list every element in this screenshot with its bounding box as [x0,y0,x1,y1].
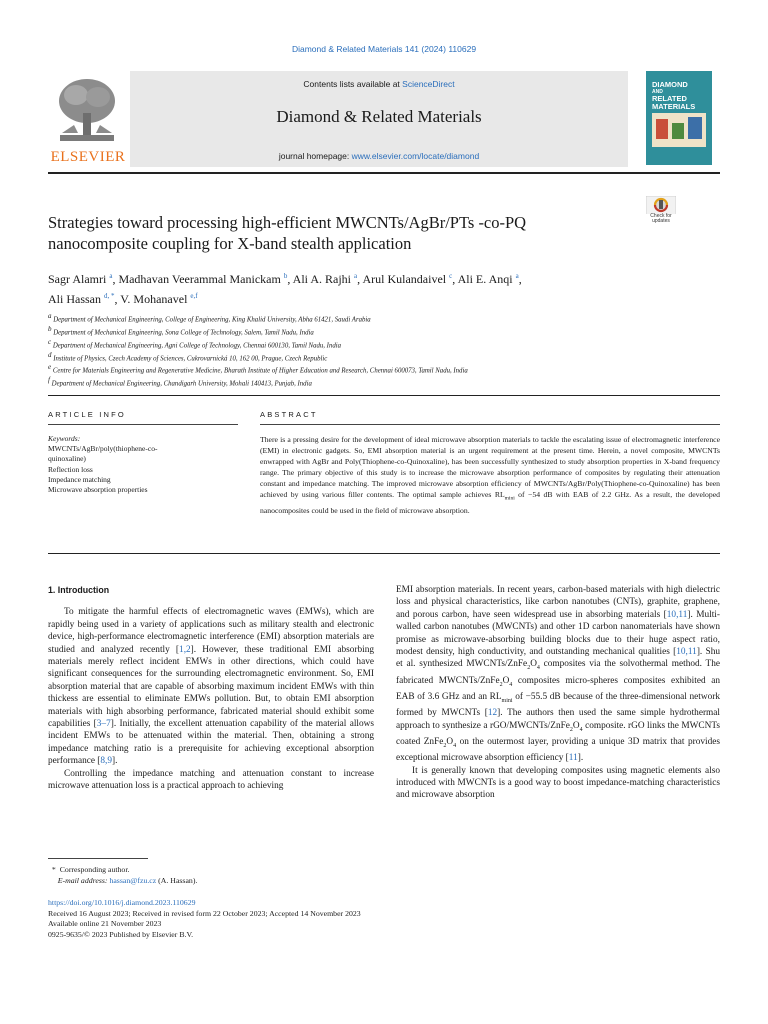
author-name: Ali E. Anqi [457,272,513,286]
citation-link[interactable]: 1,2 [179,644,191,655]
affiliation-item [48,312,728,325]
abstract-body: There is a pressing desire for the development of ideal microwave absorption materials to tackle the escalating issue of electromagnetic interference (EMI) in electronic gadgets. So, EMI absorption material is an urgent requirement at the present time. Herein, a novel composite, MWCNTs enwrapped with AgBr and Poly(Thiophene-co-Quinoxaline), has been successfully synthesized to study absorption properties in X-band frequency range. The primary objective of this study is to increase the microwave absorption performance of composites by regulating their attenuation constant and impedance matching. The improved microwave absorption efficiency of MWCNTs/AgBr/Poly(Thiophene-co-Quinoxaline) has been achieved by using various filler contents. The optimal sample achieves RL [260,435,720,500]
keyword-item: quinoxaline) [48,454,86,464]
journal-cover-thumbnail[interactable] [646,71,712,165]
author-affiliation-mark[interactable]: a [354,272,358,280]
header-rule [48,172,720,174]
keywords-block [48,434,248,495]
author-affiliation-mark[interactable]: e,f [190,292,198,300]
paragraph-text: To mitigate the harmful effects of electromagnetic waves (EMWs), which are rapidly being used in a variety of applications such as military stealth and electronic device, high-performance electromagnetic interference (EMI) absorption materials are studied and analyzed recently [ [48,607,374,655]
affiliation-text: Institute of Physics, Czech Academy of Sciences, Cukrovarnická 10, 162 00, Prague, Czech Republic [53,354,328,362]
affiliation-item [48,338,728,351]
check-for-updates-badge[interactable] [646,196,676,230]
citation-link[interactable]: 10,11 [676,647,697,658]
journal-homepage-line [130,151,628,161]
paragraph-text: ]. Shu et al. synthesized MWCNTs/ZnFe [396,647,720,670]
intro-paragraph [48,606,374,767]
subscript: 4 [536,665,540,672]
author-separator: , [357,272,363,286]
article-info-heading: ARTICLE INFO [48,410,126,419]
journal-homepage-link[interactable]: www.elsevier.com/locate/diamond [351,151,480,161]
paragraph-text: O [530,659,537,670]
subscript: mini [501,697,513,704]
sciencedirect-link[interactable]: ScienceDirect [402,79,455,89]
paragraph-text: ]. Multi-walled carbon nanotubes (MWCNTs) and other 1D carbon nanomaterials have shown promise as microwave-absorbing building blocks due to their huge aspect ratio, modest density, high conductivity, and outstanding mechanical qualities [ [396,609,720,658]
paragraph-text: ]. Initially, the excellent attenuation capability of the material allows incident EMWs to be attenuated within the material. Then, obtaining a strong impedance matching ratio is a prerequisite for achieving exceptional absorption performance [ [48,719,374,767]
cover-title-line: RELATED [652,94,687,103]
cover-title-line: MATERIALS [652,102,696,111]
affiliation-text: Department of Mechanical Engineering, Sona College of Technology, Salem, Tamil Nadu, India [53,329,314,337]
abstract-subscript: mini [504,496,515,502]
homepage-prefix: journal homepage: [278,151,352,161]
paragraph-text: O [572,720,580,731]
abstract-text [260,434,720,516]
author-affiliation-mark[interactable]: a [109,272,113,280]
author-name: Sagr Alamri [48,272,107,286]
keyword-item: Reflection loss [48,464,93,474]
affiliation-key: f [48,376,50,385]
info-top-rule [48,395,720,396]
author-separator: , [114,292,121,306]
affiliation-key: a [48,312,52,320]
author-affiliation-mark[interactable]: d, * [104,292,115,300]
article-info-rule [48,424,238,425]
journal-title: Diamond & Related Materials [276,107,482,126]
paragraph-text: EMI absorption materials. In recent years, carbon-based materials with high dielectric loss and physical characteristics, like carbon nanotubes (CNTs), graphite, graphene, and porous carbon, have seen widespread use in absorbing materials [ [396,585,720,620]
elsevier-logo[interactable] [48,71,128,167]
abstract-rule [260,424,720,425]
paragraph-text: ]. [112,756,118,767]
author-separator: , [112,272,119,286]
elsevier-wordmark: ELSEVIER [50,149,126,165]
email-note [48,875,448,886]
keyword-item: Microwave absorption properties [48,485,148,495]
corresponding-author-note [48,864,448,875]
author-separator: , [287,272,293,286]
paragraph-text: ]. [577,753,584,764]
paragraph-text: on the outermost layer, providing a unique 3D matrix that provides exceptional microwave absorption efficiency [ [396,736,720,764]
author-name: Arul Kulandaivel [362,272,447,286]
affiliation-text: Department of Mechanical Engineering, Agni College of Technology, Chennai 600130, Tamil Nadu, India [52,341,342,349]
keyword-item: MWCNTs/AgBr/poly(thiophene-co- [48,444,158,454]
article-title-line: Strategies toward processing high-efficient MWCNTs/AgBr/PTs -co-PQ [48,213,527,232]
body-column-right [396,584,720,802]
affiliation-text: Department of Mechanical Engineering, College of Engineering, King Khalid University, Abha 61421, Saudi Arabia [53,316,371,324]
affiliation-list [48,312,728,389]
doi-link[interactable]: https://doi.org/10.1016/j.diamond.2023.110629 [48,898,196,907]
author-name: Madhavan Veerammal Manickam [118,272,281,286]
affiliation-item [48,376,728,389]
check-updates-label: Check for updates [650,213,672,224]
keyword-item: Impedance matching [48,474,111,484]
abstract-body-end: of −54 dB with EAB of 2.2 GHz. As a result, the developed nanocomposites could be used in the field of microwave absorption. [260,490,720,516]
received-dates: Received 16 August 2023; Received in revised form 22 October 2023; Accepted 14 November 2023 [48,908,361,918]
section-heading-introduction: 1. Introduction [48,585,110,595]
author-affiliation-mark[interactable]: b [283,272,288,280]
subscript: 2 [569,726,573,733]
footnotes [48,864,448,886]
corresponding-author-text: Corresponding author. [59,865,130,874]
affiliation-key: b [48,324,52,333]
affiliation-text: Centre for Materials Engineering and Regenerative Medicine, Bharath Institute of Higher Education and Research, Chennai 600073, Tamil Nadu, India [52,367,468,375]
subscript: 2 [443,742,447,749]
affiliation-item [48,351,728,364]
paragraph-text: of −55.5 dB because of the three-dimensional network formed by MWCNTs [ [396,691,720,719]
abstract-bottom-rule [48,553,720,554]
author-name: Ali A. Rajhi [292,272,352,286]
affiliation-key: c [48,337,52,346]
subscript: 4 [579,726,583,733]
email-owner: (A. Hassan). [156,876,198,886]
keywords-label: Keywords: [48,434,81,443]
paragraph-text: O [502,675,510,686]
journal-header-band [130,71,628,167]
subscript: 2 [499,681,503,688]
intro-paragraph: Controlling the impedance matching and attenuation constant to increase microwave attenuation loss is a practical approach to achieving [48,768,374,792]
cover-image [652,113,706,147]
subscript: 4 [453,742,457,749]
author-name: V. Mohanavel [120,292,188,306]
cover-title-line: DIAMOND [652,80,688,89]
footnote-rule [48,858,148,859]
article-title-line: nanocomposite coupling for X-band stealth application [48,234,412,253]
affiliation-key: d [48,350,52,359]
email-link[interactable]: hassan@fzu.cz [109,876,157,886]
intro-paragraph: It is generally known that developing composites using magnetic elements also introduced with MWCNTs is a good way to boost impedance-matching characteristics and microwave absorption [396,765,720,801]
intro-paragraph [396,584,720,765]
subscript: 2 [527,665,531,672]
author-name: Ali Hassan [48,292,101,306]
citation-link[interactable]: 11 [568,753,578,764]
contents-available-line [130,79,628,89]
author-affiliation-mark[interactable]: a [515,272,519,280]
abstract-heading: ABSTRACT [260,410,318,419]
body-column-left [48,584,374,793]
elsevier-tree-icon [54,75,120,145]
check-updates-icon [646,196,676,214]
cover-artwork-icon [652,113,706,147]
contents-prefix: Contents lists available at [303,79,403,89]
affiliation-key: e [48,363,52,372]
paragraph-text: ]. However, these traditional EMI absorbing materials merely reflect incident EMWs in other directions, which could have significant consequences for the surrounding electromagnetic environment. So, EMI absorption material that are capable of absorbing maximum incident EMWs with thin thickess are essential to eliminate EMWs pollution. But, to obtain EMI absorption materials with high absorbing performance, fabricated material should exhibit some capabilities [ [48,644,374,730]
journal-header [48,71,720,167]
paragraph-text: composites micro-spheres composites exhibited an EAB of 3.6 GHz and an RL [396,675,720,702]
citation-link[interactable]: 10,11 [666,609,688,620]
subscript: 4 [509,681,513,688]
paragraph-text: ]. The authors then used the same simple hydrothermal approach to synthesize a rGO/MWCNTs/ZnFe [396,708,720,731]
affiliation-item [48,363,728,376]
article-metadata [48,898,548,940]
footnote-star: * [51,865,56,874]
citation-link[interactable]: 3–7 [96,719,111,730]
journal-citation-header[interactable]: Diamond & Related Materials 141 (2024) 110629 [291,44,477,54]
author-separator: , [452,272,458,286]
email-label: E-mail address: [57,876,110,886]
affiliation-text: Department of Mechanical Engineering, Chandigarh University, Mohali 140413, Punjab, India [51,380,312,388]
citation-link[interactable]: 8,9 [100,756,113,767]
citation-link[interactable]: 12 [487,708,498,719]
cover-title-line: AND [652,89,663,95]
paragraph-text: composites via the solvothermal method. The fabricated MWCNTs/ZnFe [396,659,720,686]
article-title [48,212,628,254]
author-list [48,268,648,308]
copyright: 0925-9635/© 2023 Published by Elsevier B.V. [48,929,194,939]
affiliation-item [48,325,728,338]
paragraph-text: O [446,736,454,747]
paragraph-text: composite. rGO links the MWCNTs coated ZnFe [396,720,720,747]
cover-title [652,81,710,111]
author-separator: , [518,272,522,286]
author-affiliation-mark[interactable]: c [449,272,453,280]
available-online: Available online 21 November 2023 [48,919,162,929]
